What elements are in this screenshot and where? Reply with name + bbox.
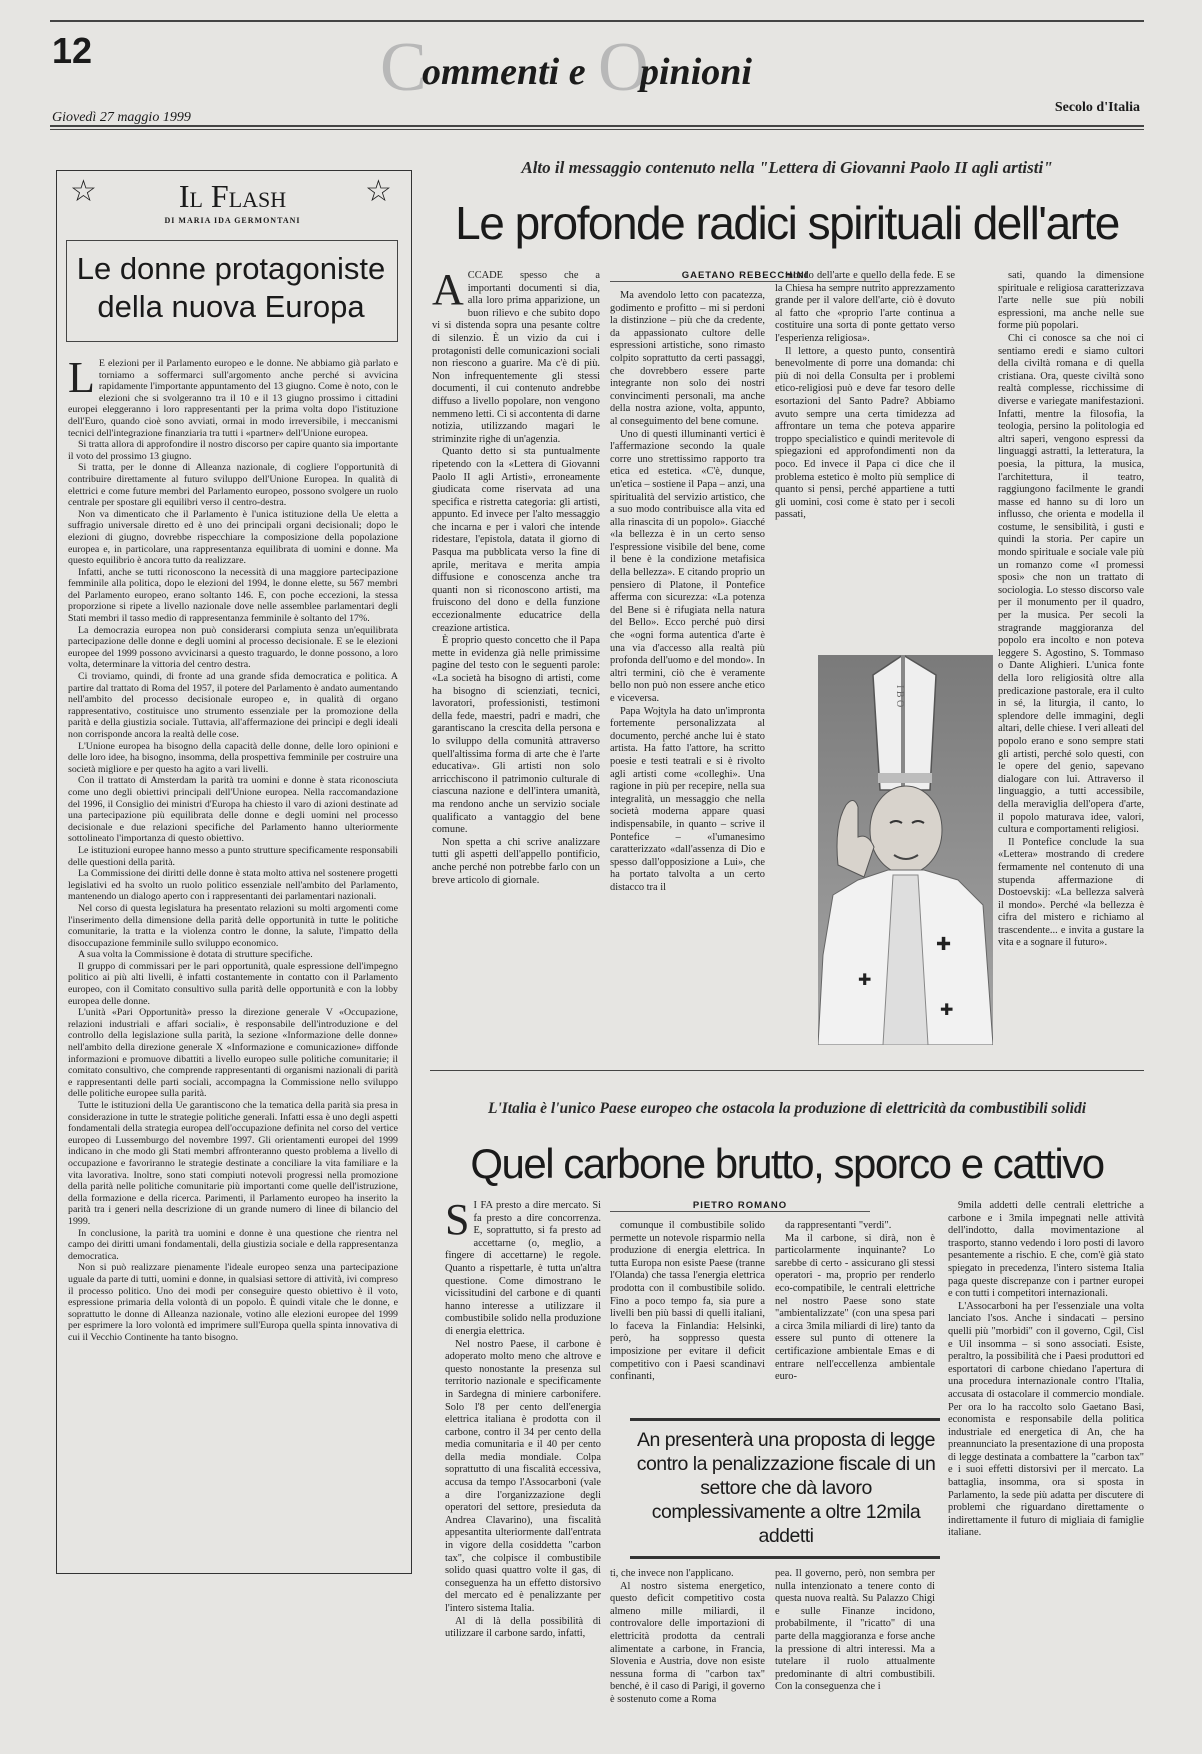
article2-col1 bbox=[445, 1200, 601, 1740]
article2-paragraph: ti, che invece non l'applicano. bbox=[610, 1568, 734, 1579]
article1-paragraph: Chi ci conosce sa che noi ci sentiamo eredi e siamo cultori della civiltà romana e di quella cristiana. Ora, queste civiltà sono realtà complesse, ricchissime di diverse e variegate manifestazioni. Infatti, mentre la filosofia, la teologia, persino la politologia ed altri saperi, vengono espressi da linguaggi astratti, la letteratura, la poesia, la pittura, la musica, l'architettura, il teatro, raggiungono facilmente le grandi masse ed hanno su di loro un influsso, che orienta e modella il costume, le sensibilità, i gusti e quindi la storia. Per capire un mondo spirituale e sociale vale più un romanzo come «I promessi sposi» che non un trattato di sociologia. Lo stesso discorso vale per il monumento per il quadro, per la musica. Per secoli la stragrande maggioranza del popolo era incolto e non poteva leggere S. Agostino, S. Tommaso o Dante Alighieri. L'unica fonte della loro religiosità oltre alla predicazione pastorale, era il culto in sé, la liturgia, il canto, lo splendore delle immagini, degli altari, delle chiese. I veri alleati del popolo erano e sono sempre stati gli artisti, perché solo questi, con le opere del genio, sapevano dialogare con lui. Attraverso il linguaggio, a tutti accessibile, della meraviglia dell'opera d'arte, il popolo maturava idee, valori, cultura e comportamenti religiosi. bbox=[998, 332, 1144, 836]
flash-paragraph: Infatti, anche se tutti riconoscono la necessità di una maggiore partecipazione femminile alla politica, dopo le elezioni del 1994, le donne elette, su 567 membri del Parlamento europeo, erano soltanto 146. E, con poche eccezioni, la stessa proporzione si ripete a livello nazionale dove nelle assemblee parlamentari degli Stati membri il tasso medio di rappresentanza femminile è soltanto del 17%. bbox=[68, 566, 398, 625]
article1-paragraph: Non spetta a chi scrive analizzare tutti gli aspetti dell'appello pontificio, anche perché non potrebbe farlo con un breve articolo di giornale. bbox=[432, 836, 600, 886]
flash-paragraph: La Commissione dei diritti delle donne è stata molto attiva nel sostenere progetti legislativi ed ha svolto un ruolo politico essenziale nell'ambito del Parlamento, mantenendo un dialogo aperto con i rappresentanti dei parlamentari nazionali. bbox=[68, 868, 398, 903]
article2-paragraph: Ma il carbone, si dirà, non è particolarmente inquinante? Lo sarebbe di certo - assicurano gli stessi operatori - ma, proprio per renderlo eco-compatibile, le centrali elettriche nel nostro Paese sono state "ambientalizzate" (con una spesa pari a circa 3mila miliardi di lire) tanto da essere sul punto di ottenere la certificazione ambientale Emas e di entrare nell'eccellenza ambientale euro- bbox=[775, 1232, 935, 1383]
article2-paragraph: I FA presto a dire mercato. Si fa presto a dire concorrenza. E, soprattutto, si fa presto ad accettarne (o, meglio, a fingere di accettarne) le regole. Quanto a rispettarle, è tutta un'altra questione. Come dimostrano le vicissitudini del carbone e di quanti hanno interesse a utilizzare il combustibile solido nella produzione di energia elettrica. bbox=[445, 1200, 601, 1337]
article1-paragraph: Uno di questi illuminanti vertici è l'affermazione secondo la quale corre uno strettissimo rapporto tra etica ed estetica. «C'è, dunque, un'etica – sostiene il Papa – anzi, una spiritualità del servizio artistico, che a suo modo contribuisce alla vita ed alla rinascita di un popolo». Giacché «la bellezza è in un certo senso l'espressione visibile del bene, come il bene è la condizione metafisica della bellezza». E citando proprio un pensiero di Platone, il Pontefice afferma con sicurezza: «La potenza del Bene si è rifugiata nella natura del Bello». Ecco perché può dirsi che «ogni forma autentica d'arte è una via d'accesso alla realtà più profonda dell'uomo e del mondo». In altri termini, ciò che è veramente bello non può non essere anche etico e viceversa. bbox=[610, 428, 765, 704]
flash-paragraph: Nel corso di questa legislatura ha presentato relazioni su molti argomenti come l'inserimento della dimensione della parità delle opportunità in tutte le politiche comunitarie, la tratta e la violenza contro le donne, la salute, l'impatto della disoccupazione femminile sullo sviluppo economico. bbox=[68, 902, 398, 949]
section-title-part1: ommenti e bbox=[422, 51, 596, 93]
flash-star-right-icon: ☆ bbox=[365, 175, 392, 208]
article2-col3-top bbox=[775, 1220, 935, 1406]
svg-text:✚: ✚ bbox=[936, 934, 952, 955]
pope-photo-svg bbox=[818, 655, 993, 1045]
article1-kicker: Alto il messaggio contenuto nella "Lettera di Giovanni Paolo II agli artisti" bbox=[521, 158, 1053, 177]
newspaper-name: Secolo d'Italia bbox=[1054, 100, 1140, 115]
article1-paragraph: CCADE spesso che a importanti documenti si dia, alla loro prima apparizione, un buon rilievo e che subito dopo vi si distenda sopra una pesante coltre di silenzio. È un vizio da cui i protagonisti delle comunicazioni sociali non riescono a guarire. Ma c'è di più. Non infrequentemente gli stessi documenti, il cui contenuto andrebbe diffuso a livello popolare, non vengono nemmeno letti. Ci si accontenta di darne notizia, utilizzando magari le striminzite righe di un'agenzia. bbox=[432, 270, 600, 445]
flash-headline: Le donne protagoniste della nuova Europa bbox=[76, 251, 386, 324]
flash-author: DI MARIA IDA GERMONTANI bbox=[164, 216, 301, 225]
flash-paragraph: E elezioni per il Parlamento europeo e le donne. Ne abbiamo già parlato e torniamo a soffermarci sull'argomento anche perché si avvicina rapidamente l'importante appuntamento del 13 giugno. Come è noto, con le elezioni che si svolgeranno tra il 10 e il 13 giugno prossimo i cittadini europei eleggeranno i loro rappresentanti per la prima volta dopo l'istituzione dell'Euro, quando cioè sono avviati, ormai in modo irreversibile, i meccanismi tecnici dell'integrazione finanziaria tra tutti i «partner» dell'Unione europea. bbox=[68, 358, 398, 439]
article1-paragraph: mondo dell'arte e quello della fede. E se la Chiesa ha sempre nutrito apprezzamento grande per il valore dell'arte, ciò è dovuto al fatto che «proprio l'arte continua a costituire una sorta di ponte gettato verso l'esperienza religiosa». bbox=[775, 270, 955, 344]
flash-paragraph: La democrazia europea non può considerarsi compiuta senza un'equilibrata partecipazione delle donne e degli uomini al processo decisionale. E se le elezioni europee del 1999 possono avvicinarsi a questo traguardo, le donne possono, a loro volta, determinare la vittoria del centro destra. bbox=[68, 624, 398, 671]
flash-paragraph: Non si può realizzare pienamente l'ideale europeo senza una partecipazione uguale da parte di tutti, uomini e donne, in qualsiasi settore di attività, ivi compreso il processo politico. Uno dei modi per conseguire questo obiettivo è il voto, espressione primaria della volontà di un popolo. È quindi vitale che le donne, e soprattutto le donne di Alleanza nazionale, votino alle elezioni europee del 1999 per esprimere la loro volontà ed imprimere sull'Europa quella spinta innovativa di cui il Vecchio Continente ha tanto bisogno. bbox=[68, 1262, 398, 1343]
article1-paragraph: Papa Wojtyla ha dato un'impronta fortemente personalizzata al documento, perché anche lui è stato artista. Ha fatto l'attore, ha scritto poesie e testi teatrali e si è rivolto agli artisti come «colleghi». Una ragione in più per recepire, nella sua integralità, un messaggio che nella società moderna appare quasi indispensabile, in quanto – scrive il Pontefice – «l'umanesimo caratterizzato «dall'assenza di Dio e spesso dall'opposizione a Lui», che ha portato talvolta a un certo distacco tra il bbox=[610, 705, 765, 893]
flash-paragraph: Si tratta allora di approfondire il nostro discorso per capire quanto sia importante il voto del prossimo 13 giugno. bbox=[68, 439, 398, 462]
article1-col1 bbox=[432, 270, 600, 1045]
article1-headline: Le profonde radici spirituali dell'arte bbox=[455, 197, 1119, 249]
article1-paragraph: È proprio questo concetto che il Papa mette in evidenza già nelle primissime pagine del testo con le seguenti parole: «La società ha bisogno di artisti, come ha bisogno di scienziati, tecnici, lavoratori, professionisti, testimoni della fede, maestri, padri e madri, che garantiscano la crescita della persona e lo sviluppo della comunità attraverso quell'altissima forma di arte che è l'arte educativa». Gli artisti non solo arricchiscono il patrimonio culturale di ciascuna nazione e dell'intera umanità, ma rendono anche un servizio sociale qualificato a vantaggio del bene comune. bbox=[432, 635, 600, 836]
article2-callout: An presenterà una proposta di legge contro la penalizzazione fiscale di un settore che dà lavoro complessivamente a oltre 12mila addetti bbox=[636, 1429, 936, 1547]
article2-paragraph: comunque il combustibile solido permette un notevole risparmio nella produzione di energia elettrica. In tutta Europa non esiste Paese (tranne l'Olanda) che tassa l'energia elettrica prodotta con il combustibile solido. Fino a poco tempo fa, sia pure a livelli ben più bassi di quelli italiani, lo faceva la Finlandia: Helsinki, però, ha soppresso questa imposizione per evitare il deficit competitivo con i Paesi scandinavi confinanti, bbox=[610, 1220, 765, 1383]
article2-col2-top bbox=[610, 1220, 765, 1406]
article1-col4 bbox=[998, 270, 1144, 1045]
article2-paragraph: Al di là della possibilità di utilizzare il carbone sardo, infatti, bbox=[445, 1615, 601, 1640]
article2-paragraph: Al nostro sistema energetico, questo deficit competitivo costa almeno mille miliardi, il controvalore delle importazioni di elettricità prodotta da centrali alimentate a carbone, in Francia, Slovenia e Austria, dove non esiste nessuna forma di "carbon tax" benché, è il caso di Parigi, il governo è sostenuto come a Roma bbox=[610, 1580, 765, 1705]
flash-title: Il Flash bbox=[178, 178, 287, 214]
article2-byline: PIETRO ROMANO bbox=[610, 1200, 870, 1212]
article1-col3 bbox=[775, 270, 955, 640]
page-date: Giovedì 27 maggio 1999 bbox=[52, 110, 191, 125]
article1-col2 bbox=[610, 290, 765, 1045]
article1-paragraph: Ma avendolo letto con pacatezza, godimento e profitto – mi si perdoni la distinzione – più che da credente, da appassionato cultore delle espressioni artistiche, sono rimasto colpito soprattutto da certi passaggi, che dovrebbero essere parte integrante non solo dei nostri convincimenti personali, ma anche della nostra azione, volta, appunto, al conseguimento del bene comune. bbox=[610, 290, 765, 427]
article2-col3-bottom bbox=[775, 1568, 935, 1744]
article2-col4 bbox=[948, 1200, 1144, 1744]
flash-paragraph: L'Unione europea ha bisogno della capacità delle donne, delle loro opinioni e delle loro idee, ha bisogno, insomma, della prospettiva femminile per costruire una società migliore e per questo ha agito a vari livelli. bbox=[68, 740, 398, 775]
article1-paragraph: Il Pontefice conclude la sua «Lettera» mostrando di credere fermamente nel contenuto di una stupenda affermazione di Dostoevskij: «La bellezza salverà il mondo». Perché «la bellezza è cifra del mistero e richiamo al trascendente... e invita a gustare la vita e a sognare il futuro». bbox=[998, 836, 1144, 949]
flash-body bbox=[68, 358, 398, 1562]
flash-paragraph: Non va dimenticato che il Parlamento è l'unica istituzione della Ue eletta a suffragio universale diretto ed è uno dei principali organi decisionali; dopo le elezioni di giugno, dovrebbe rispecchiare la composizione della popolazione europea e, in particolare, una rappresentanza equilibrata di uomini e donne. Ma questo equilibrio è ancora tutto da realizzare. bbox=[68, 508, 398, 567]
article2-paragraph: pea. Il governo, però, non sembra per nulla intenzionato a tenere conto di questa nuova realtà. Su Palazzo Chigi e sulle Finanze incidono, probabilmente, il "ricatto" di una parte della maggioranza e forse anche la pressione di altri interessi. Ma a tutelare il ruolo attualmente predominante di altri combustibili. Con la conseguenza che i bbox=[775, 1568, 935, 1693]
flash-paragraph: Il gruppo di commissari per le pari opportunità, quale espressione dell'impegno politico ai più alti livelli, è infatti costantemente in contatto con il Parlamento europeo, con il Comitato consultivo sulla parità delle opportunità e con la lobby europea delle donne. bbox=[68, 960, 398, 1007]
section-initial-o: O bbox=[598, 29, 649, 106]
article2-col2-bottom bbox=[610, 1568, 765, 1744]
flash-paragraph: L'unità «Pari Opportunità» presso la direzione generale V «Occupazione, relazioni industriali e affari sociali», è responsabile dell'introduzione e del controllo della legislazione sulla parità, la sezione «Informazione delle donne» nell'ambito della direzione generale X «Informazione e comunicazione» diffonde informazioni e promuove dibattiti a livello europeo sulle politiche comunitarie; il comitato consultivo, che comprende rappresentanti di organismi nazionali di parità e rappresentanti delle parti sociali, accompagna la Commissione nello sviluppo delle politiche europee sulla parità. bbox=[68, 1007, 398, 1100]
article2-paragraph: da rappresentanti "verdi". bbox=[785, 1220, 892, 1231]
article2-headline: Quel carbone brutto, sporco e cattivo bbox=[470, 1140, 1104, 1187]
article2-paragraph: 9mila addetti delle centrali elettriche a carbone e i 3mila impegnati nelle attività dell'indotto, dalla movimentazione al trasporto, stanno vedendo i loro posti di lavoro pesantemente a rischio. E che, com'è già stato spiegato in precedenza, l'intero sistema Italia paga queste discrepanze con i partner europei e con tutti i competitori internazionali. bbox=[948, 1200, 1144, 1300]
article1-dropcap: A bbox=[432, 270, 464, 314]
mitre-lettering: I B O bbox=[894, 685, 905, 708]
article1-paragraph: Il lettore, a questo punto, consentirà benevolmente di porre una domanda: chi più di noi della Consulta per i problemi etico-religiosi può e deve far tesoro delle esortazioni del Santo Padre? Abbiamo avuto sempre una certa timidezza ad affrontare un tema che poteva apparire troppo specialistico e quindi meritevole di spiegazioni ed approfondimenti non da poco. Ed invece il Papa ci dice che il problema estetico è molto più semplice di quanto si pensi, perché appartiene a tutti gli uomini, così come è stato per i secoli passati, bbox=[775, 345, 955, 521]
flash-paragraph: In conclusione, la parità tra uomini e donne è una questione che rientra nel campo dei diritti umani fondamentali, della giustizia sociale e della rappresentanza democratica. bbox=[68, 1227, 398, 1262]
article1-byline: GAETANO REBECCHINI bbox=[610, 270, 880, 282]
section-initial-c: C bbox=[380, 29, 427, 106]
page-number: 12 bbox=[52, 30, 93, 71]
flash-paragraph: Si tratta, per le donne di Alleanza nazionale, di cogliere l'opportunità di contribuire direttamente al futuro sviluppo dell'Unione Europea. In qualità di elettrici e come future membri del Parlamento europeo, possono svolgere un ruolo centrale per spostare gli equilibri verso il centro-destra. bbox=[68, 462, 398, 509]
flash-paragraph: Tutte le istituzioni della Ue garantiscono che la tematica della parità sia presa in considerazione in tutte le strategie politiche generali. Infatti essa è uno degli aspetti fondamentali della strategia europea dell'occupazione definita nel corso del vertice europeo di Lussemburgo del novembre 1997. Gli orientamenti europei del 1999 indicano in che modo gli Stati membri affronteranno questo problema a livello di occupazione e favoriranno le strategie destinate a conciliare la vita familiare e la vita lavorativa. Inoltre, sono stati compiuti notevoli progressi nella promozione della parità nelle politiche comunitarie più importanti come quelle dell'istruzione, della formazione e della ricerca. Parimenti, il Parlamento europeo ha inserito la parità tra i generi nella descrizione di un grande numero di linee di bilancio del 1999. bbox=[68, 1100, 398, 1227]
article2-dropcap: S bbox=[445, 1200, 470, 1244]
flash-dropcap: L bbox=[68, 358, 95, 402]
article1-paragraph: Quanto detto si sta puntualmente ripetendo con la «Lettera di Giovanni Paolo II agli Artisti», erroneamente giudicata come riservata ad una specifica e ristretta categoria: gli artisti, appunto. Ed invece per l'alto messaggio che incarna e per i valori che intende ridestare, l'epistola, datata il giorno di Pasqua ma pubblicata verso la fine di aprile, meritava e merita ampia diffusione e conoscenza anche tra quanti non si riconoscono artisti, ma fruiscono del dono e della funzione eccezionalmente educatrice della creazione artistica. bbox=[432, 446, 600, 634]
flash-paragraph: Le istituzioni europee hanno messo a punto strutture specificamente responsabili delle questioni della parità. bbox=[68, 844, 398, 868]
article2-paragraph: Nel nostro Paese, il carbone è adoperato molto meno che altrove e questo nonostante la presenza sul territorio nazionale e specificamente in Sardegna di miniere carbonifere. Solo l'8 per cento dell'energia elettrica italiana è prodotta con il carbone, contro il 34 per cento della media comunitaria e il 40 per cento della media mondiale. Colpa soprattutto di una fiscalità eccessiva, accusa da tempo l'Assocarboni (vale a dire l'organizzazione degli operatori del settore, presieduta da Andrea Clavarino), una fiscalità appesantita ulteriormente dall'entrata in vigore della cosiddetta "carbon tax", che colpisce il combustibile solido quasi quattro volte il gas, di conseguenza ha un effetto distorsivo del mercato ed è penalizzante per l'intero sistema Italia. bbox=[445, 1338, 601, 1614]
section-title bbox=[380, 29, 860, 106]
svg-text:✚: ✚ bbox=[940, 1000, 954, 1019]
pope-photo bbox=[818, 655, 993, 1045]
article2-paragraph: L'Assocarboni ha per l'essenziale una volta lanciato l'sos. Anche i sindacati – persino quelli più "morbidi" con il governo, Cgil, Cisl e Uil insomma – si sono associati. Esiste, peraltro, la possibilità che i Paesi produttori ed esportatori di carbone chiedano l'apertura di una procedura internazionale contro l'Italia, accusata di ostacolare il commercio mondiale. Per ora lo ha raccolto solo Gaetano Basi, economista e responsabile della politica industriale ed energetica di An, che ha preannunciato la presentazione di una proposta di legge destinata a combattere la "carbon tax" e i suoi effetti distorsivi per il mercato. La battaglia, insomma, ora si sposta in Parlamento, la sede più adatta per discutere di problemi che riguardano direttamente o indirettamente il futuro di migliaia di famiglie italiane. bbox=[948, 1300, 1144, 1539]
flash-star-left-icon: ☆ bbox=[70, 175, 97, 208]
flash-paragraph: Con il trattato di Amsterdam la parità tra uomini e donne è stata riconosciuta come uno degli obiettivi principali dell'Unione europea. Nella raccomandazione del 1996, il Consiglio dei ministri d'Europa ha chiesto il varo di azioni destinate ad una partecipazione più equilibrata delle donne e degli uomini nel processo decisionale e due relazioni specifiche del Parlamento hanno ulteriormente sottolineato l'importanza di questo obiettivo. bbox=[68, 775, 398, 845]
svg-text:✚: ✚ bbox=[858, 970, 872, 989]
section-title-part2: pinioni bbox=[640, 51, 752, 93]
article1-paragraph: sati, quando la dimensione spirituale e religiosa caratterizzava l'arte nelle sue più nobili espressioni, ma anche nelle sue forme più popolari. bbox=[998, 270, 1144, 332]
article2-kicker: L'Italia è l'unico Paese europeo che ostacola la produzione di elettricità da combustibili solidi bbox=[487, 1100, 1087, 1117]
flash-paragraph: A sua volta la Commissione è dotata di strutture specifiche. bbox=[78, 949, 313, 961]
flash-paragraph: Ci troviamo, quindi, di fronte ad una grande sfida democratica e politica. A partire dal trattato di Roma del 1957, il potere del Parlamento è andato aumentando nell'ambito del processo decisionale europeo e, in qualità di organo rappresentativo, costituisce uno strumento essenziale per la promozione della parità e della giustizia sociale. Tuttavia, all'affermazione dei princìpi e degli ideali non corrisponde ancora la realtà delle cose. bbox=[68, 671, 398, 740]
